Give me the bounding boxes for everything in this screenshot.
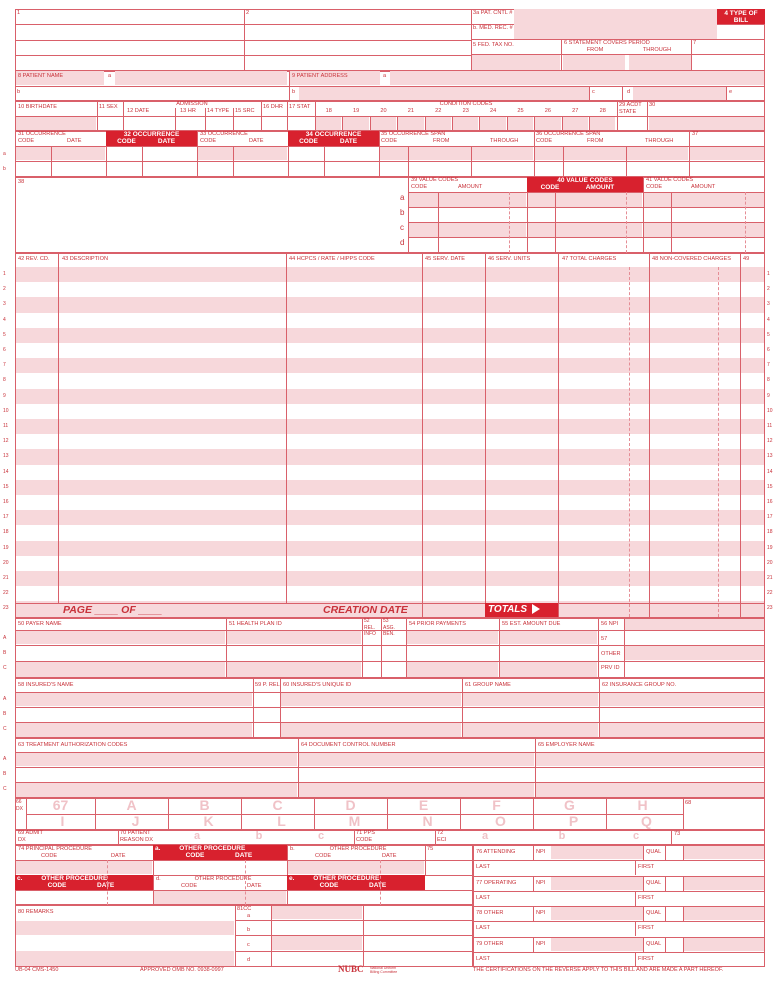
payer-name-input[interactable] bbox=[16, 631, 225, 644]
occurrence-34-header: 34 OCCURRENCE CODE DATE bbox=[288, 131, 379, 146]
line-number: 22 bbox=[3, 590, 9, 597]
remarks-label: 80 REMARKS bbox=[18, 909, 54, 915]
service-line-9-row[interactable] bbox=[16, 389, 764, 404]
line-number: 10 bbox=[3, 407, 9, 414]
statement-from-input[interactable] bbox=[563, 55, 625, 70]
physician-f79-label: 79 OTHER bbox=[476, 940, 504, 947]
line-number: 5 bbox=[3, 331, 6, 338]
line-number: 20 bbox=[3, 559, 9, 566]
condition-code-20-label: 20 bbox=[380, 108, 387, 114]
birthdate-label: 10 BIRTHDATE bbox=[18, 104, 57, 110]
line-number: 16 bbox=[3, 499, 9, 505]
occurrence-31-input[interactable] bbox=[16, 147, 105, 160]
service-line-20-row[interactable] bbox=[16, 556, 764, 571]
physician-f78-label: 78 OTHER bbox=[476, 910, 504, 916]
remarks-input[interactable] bbox=[16, 921, 234, 935]
physician-npi-input[interactable] bbox=[551, 846, 643, 859]
condition-code-19-label: 19 bbox=[352, 108, 360, 114]
service-line-1-row[interactable] bbox=[16, 267, 764, 282]
dx-h-field[interactable]: H bbox=[637, 797, 648, 813]
statement-period-label: 6 STATEMENT COVERS PERIOD bbox=[564, 40, 650, 46]
physician-last-name-input[interactable] bbox=[495, 892, 633, 905]
patient-address-label: 9 PATIENT ADDRESS bbox=[292, 73, 348, 79]
service-line-16-row[interactable] bbox=[16, 495, 764, 510]
condition-code-24-label: 24 bbox=[489, 108, 497, 114]
line-number-right: 3 bbox=[767, 301, 770, 308]
field-2-label: 2 bbox=[246, 10, 250, 16]
line-number: 2 bbox=[3, 286, 6, 293]
condition-codes-label: CONDITION CODES bbox=[439, 101, 493, 107]
service-line-3-row[interactable] bbox=[16, 297, 764, 312]
line-number: 4 bbox=[3, 316, 6, 323]
pat-cntl-input[interactable] bbox=[514, 9, 717, 24]
service-line-7-row[interactable] bbox=[16, 358, 764, 373]
condition-code-25-input[interactable] bbox=[508, 117, 533, 130]
condition-code-19-input[interactable] bbox=[343, 117, 368, 130]
physician-f77-label: 77 OPERATING bbox=[476, 879, 517, 886]
dx-n-field[interactable]: N bbox=[422, 813, 433, 829]
condition-code-23-input[interactable] bbox=[453, 117, 478, 130]
other-procedure-c-header: c. OTHER PROCEDURE CODE DATE bbox=[15, 875, 153, 890]
physician-last-name-input[interactable] bbox=[495, 922, 633, 935]
condition-code-23-label: 23 bbox=[462, 108, 469, 114]
line-number: 19 bbox=[3, 544, 9, 551]
line-number: 21 bbox=[3, 575, 9, 581]
dx-j-field[interactable]: J bbox=[131, 813, 140, 829]
dx-b-field[interactable]: B bbox=[199, 797, 210, 813]
page-of-label: PAGE ____ OF ____ bbox=[63, 604, 163, 616]
patient-address-input-a[interactable] bbox=[390, 71, 764, 85]
occurrence-33-input[interactable] bbox=[198, 147, 287, 160]
dx-g-field[interactable]: G bbox=[564, 797, 575, 813]
omb-number: APPROVED OMB NO. 0938-0997 bbox=[140, 967, 224, 973]
condition-code-28-input[interactable] bbox=[590, 117, 615, 130]
line-number-right: 5 bbox=[767, 331, 770, 338]
service-line-17-row[interactable] bbox=[16, 510, 764, 525]
dx-f-field[interactable]: F bbox=[492, 797, 501, 813]
line-number-right: 22 bbox=[767, 590, 773, 597]
service-line-13-row[interactable] bbox=[16, 449, 764, 464]
line-number: 3 bbox=[3, 301, 6, 308]
dx-l-field[interactable]: L bbox=[277, 813, 286, 829]
ub04-claim-form: 1 2 3a PAT. CNTL # b. MED. REC. # 4 TYPE OF BILL 5 FED. TAX NO. 6 STATEMENT COVERS PERIOD FROM THROUGH 7 8 PATIENT NAME a 9 PATIENT ADDRESS a b b c d e 10 BIRTHDATE 11 SEX ADMISSION 12 DATE 13 HR 14 TYPE 15 SRC 16 DHR 17 STAT CONDITION CODES 18 19 20 21 22 23 24 25 26 27 28 29 ACDT STATE 30 31 OCCURRENCE CODE DATE 32 OCCURRENCE CODE DATE 33 OCCURRENCE CODE DATE 34 OCCURRENCE CODE DATE 35 OCCURRENCE SPAN CODE FROM THROUGH 36 OCCURRENCE SPAN CODE FROM THROUGH 37 a b 38 39 VALUE CODES CODE AMOUNT 40 VALUE CODES CODE AMOUNT 41 VALUE CODES CODE AMOUNT a b c d 42 REV. CD. 43 DESCRIPTION 44 HCPCS / RATE / HIPPS CODE 45 SERV. DATE 46 SERV. UNITS 47 TOTAL CHARGES 48 NON-COVERED CHARGES 49 1 1 2 2 3 3 4 4 5 5 6 6 7 7 8 8 9 9 10 10 11 11 12 12 13 13 14 14 15 15 16 16 17 17 18 18 19 19 20 20 21 21 22 22 23 23 PAGE ____ OF ____ CREATION DATE TOTALS 50 PAYER NAME 51 HEALTH PLAN ID 52 REL. INFO 53 ASG. BEN. 54 PRIOR PAYMENTS 55 EST. AMOUNT DUE 56 NPI 57 OTHER PRV ID A B C 58 INSURED'S NAME 59 P. REL 60 INSURED'S UNIQUE ID 61 GROUP NAME 62 INSURANCE GROUP NO. A B C 63 TREATMENT AUTHORIZATION CODES 64 DOCUMENT CONTROL NUMBER 65 EMPLOYER NAME A B C 66 DX 68 67 A B C D E F G H I J K L M N O P Q 69 ADMIT DX 70 PATIENT REASON DX a b c 71 PPS CODE 72 ECI a b c 73 74 PRINCIPAL PROCEDURE CODE DATE a. OTHER PROCEDURE CODE DATE b. OTHER PROCEDURE CODE DATE 75 c. OTHER PROCEDURE CODE DATE d. OTHER PROCEDURE CODE DATE e. OTHER PROCEDURE CODE DATE 76 ATTENDING NPI QUAL LAST FIRST 77 OPERATING NPI QUAL LAST FIRST 78 OTHER NPI QUAL LAST FIRST 79 OTHER NPI QUAL LAST FIRST 80 REMARKS 81CC a b c d UB-04 CMS-1450 APPROVED OMB NO. 0938-0997 NUBC National Uniform Billing Committee THE CERTIFICATIONS ON THE REVERSE APPLY TO THIS BILL AND ARE MADE A PART HEREOF. bbox=[3, 10, 773, 974]
condition-code-27-input[interactable] bbox=[563, 117, 588, 130]
condition-code-28-label: 28 bbox=[599, 108, 606, 114]
service-line-18-row[interactable] bbox=[16, 525, 764, 540]
dx-e-field[interactable]: E bbox=[418, 797, 429, 813]
line-number-right: 10 bbox=[767, 407, 773, 414]
line-number-right: 16 bbox=[767, 499, 773, 505]
line-number: 8 bbox=[3, 377, 6, 384]
line-number-right: 13 bbox=[767, 453, 773, 460]
field-7-label: 7 bbox=[693, 40, 697, 46]
line-number-right: 18 bbox=[767, 529, 773, 536]
line-number: 7 bbox=[3, 362, 6, 369]
nubc-logo: NUBC bbox=[338, 964, 364, 974]
service-line-21-row[interactable] bbox=[16, 571, 764, 586]
through-label: THROUGH bbox=[642, 47, 672, 53]
field-3b-label: b. MED. REC. # bbox=[473, 25, 513, 31]
dx-k-field[interactable]: K bbox=[203, 813, 214, 829]
service-line-15-row[interactable] bbox=[16, 480, 764, 495]
condition-code-25-label: 25 bbox=[517, 108, 524, 114]
service-line-2-row[interactable] bbox=[16, 282, 764, 297]
service-line-10-row[interactable] bbox=[16, 404, 764, 419]
physician-last-name-input[interactable] bbox=[495, 953, 633, 966]
form-id: UB-04 CMS-1450 bbox=[15, 967, 59, 973]
fed-tax-input[interactable] bbox=[472, 55, 560, 70]
condition-code-27-label: 27 bbox=[572, 108, 579, 114]
service-line-8-row[interactable] bbox=[16, 373, 764, 388]
field-1-label: 1 bbox=[17, 10, 21, 16]
arrow-right-icon bbox=[532, 604, 540, 614]
line-number-right: 11 bbox=[767, 423, 773, 429]
line-number-right: 14 bbox=[767, 468, 773, 475]
totals-label: TOTALS bbox=[485, 603, 558, 617]
service-line-6-row[interactable] bbox=[16, 343, 764, 358]
line-number-right: 12 bbox=[767, 438, 773, 445]
line-number: 6 bbox=[3, 347, 6, 353]
field-3a-label: 3a PAT. CNTL # bbox=[473, 10, 513, 16]
line-number-right: 15 bbox=[767, 483, 773, 490]
line-number-right: 19 bbox=[767, 544, 773, 551]
line-number-right: 8 bbox=[767, 377, 770, 384]
condition-code-21-label: 21 bbox=[407, 108, 414, 114]
service-line-22-row[interactable] bbox=[16, 586, 764, 601]
line-number: 18 bbox=[3, 529, 9, 536]
physician-npi-input[interactable] bbox=[551, 938, 643, 951]
service-line-14-row[interactable] bbox=[16, 465, 764, 480]
line-number: 15 bbox=[3, 483, 9, 490]
line-number-right: 20 bbox=[767, 559, 773, 566]
statement-through-input[interactable] bbox=[629, 55, 691, 70]
line-number-right: 21 bbox=[767, 575, 773, 581]
value-codes-40-header: 40 VALUE CODES CODE AMOUNT bbox=[527, 177, 643, 192]
line-number: 23 bbox=[3, 605, 9, 612]
dx-m-field[interactable]: M bbox=[348, 813, 361, 829]
line-number: 14 bbox=[3, 468, 9, 475]
occurrence-32-header: 32 OCCURRENCE CODE DATE bbox=[106, 131, 197, 146]
dx-i-field[interactable]: I bbox=[60, 813, 65, 829]
line-number: 12 bbox=[3, 438, 9, 445]
occurrence-span-36-input[interactable] bbox=[535, 147, 688, 160]
line-number-right: 1 bbox=[767, 271, 770, 277]
condition-code-20-input[interactable] bbox=[371, 117, 396, 130]
physician-f76-label: 76 ATTENDING bbox=[476, 849, 516, 855]
fed-tax-label: 5 FED. TAX NO. bbox=[473, 42, 514, 48]
other-procedure-a-header: a. OTHER PROCEDURE CODE DATE bbox=[153, 845, 287, 860]
patient-name-label: 8 PATIENT NAME bbox=[18, 73, 64, 79]
patient-name-input-a[interactable] bbox=[115, 71, 287, 85]
other-procedure-e-header: e. OTHER PROCEDURE CODE DATE bbox=[287, 875, 425, 890]
insured-name-input[interactable] bbox=[16, 693, 252, 706]
birthdate-input[interactable] bbox=[16, 117, 96, 130]
service-line-19-row[interactable] bbox=[16, 541, 764, 556]
sex-label: 11 SEX bbox=[99, 104, 118, 110]
line-number-right: 6 bbox=[767, 347, 770, 353]
creation-date-label: CREATION DATE bbox=[323, 604, 408, 616]
dx-a-field[interactable]: A bbox=[126, 797, 137, 813]
line-number: 17 bbox=[3, 514, 9, 521]
dx-c-field[interactable]: C bbox=[272, 797, 283, 813]
principal-procedure-input[interactable] bbox=[16, 861, 152, 874]
line-number-right: 4 bbox=[767, 316, 770, 323]
line-number: 11 bbox=[3, 423, 9, 429]
treatment-auth-input[interactable] bbox=[16, 753, 297, 766]
physician-npi-input[interactable] bbox=[551, 877, 643, 890]
line-number-right: 7 bbox=[767, 362, 770, 369]
dx-q-field[interactable]: Q bbox=[641, 813, 652, 829]
condition-code-26-label: 26 bbox=[544, 108, 551, 114]
line-number-right: 17 bbox=[767, 514, 773, 521]
line-number-right: 2 bbox=[767, 286, 770, 293]
service-line-4-row[interactable] bbox=[16, 313, 764, 328]
line-number-right: 9 bbox=[767, 392, 770, 399]
condition-code-21-input[interactable] bbox=[398, 117, 423, 130]
physician-npi-input[interactable] bbox=[551, 907, 643, 920]
patient-address-input-b[interactable] bbox=[299, 87, 589, 100]
condition-code-22-input[interactable] bbox=[426, 117, 451, 130]
service-line-5-row[interactable] bbox=[16, 328, 764, 343]
condition-code-26-input[interactable] bbox=[535, 117, 560, 130]
from-label: FROM bbox=[586, 47, 604, 53]
service-line-11-row[interactable] bbox=[16, 419, 764, 434]
dx-o-field[interactable]: O bbox=[495, 813, 506, 829]
med-rec-input[interactable] bbox=[514, 24, 717, 39]
line-number: 13 bbox=[3, 453, 9, 460]
physician-last-name-input[interactable] bbox=[495, 861, 633, 874]
certification-text: THE CERTIFICATIONS ON THE REVERSE APPLY TO THIS BILL AND ARE MADE A PART HEREOF. bbox=[473, 967, 724, 973]
condition-code-22-label: 22 bbox=[435, 108, 442, 114]
condition-code-18-input[interactable] bbox=[316, 117, 341, 130]
line-number: 9 bbox=[3, 392, 6, 399]
value-code-41-input[interactable] bbox=[644, 193, 764, 207]
line-number: 1 bbox=[3, 271, 6, 277]
dx-p-field[interactable]: P bbox=[568, 813, 579, 829]
line-number-right: 23 bbox=[767, 605, 773, 612]
occurrence-span-35-input[interactable] bbox=[380, 147, 533, 160]
condition-code-18-label: 18 bbox=[325, 108, 332, 114]
service-line-12-row[interactable] bbox=[16, 434, 764, 449]
type-of-bill-label: 4 TYPE OF BILL bbox=[717, 9, 765, 24]
value-code-40-input[interactable] bbox=[528, 193, 642, 207]
dx-d-field[interactable]: D bbox=[345, 797, 356, 813]
condition-code-24-input[interactable] bbox=[480, 117, 505, 130]
